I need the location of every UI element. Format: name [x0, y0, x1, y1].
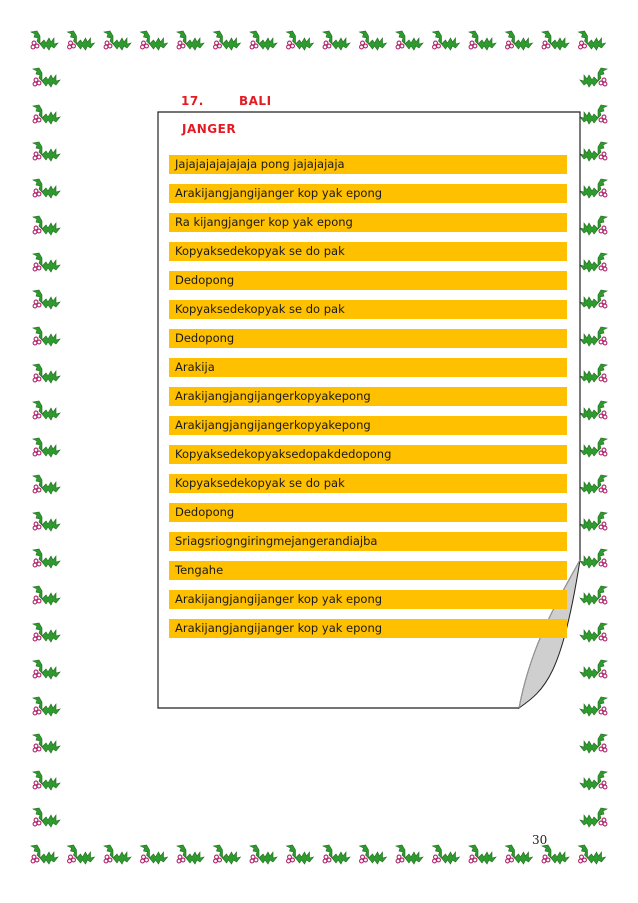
- lyric-line: Tengahe: [169, 561, 567, 580]
- lyric-line: Arakijangjangijanger kop yak epong: [169, 590, 567, 609]
- lyric-line: Ra kijangjanger kop yak epong: [169, 213, 567, 232]
- lyric-line: Dedopong: [169, 329, 567, 348]
- lyric-line: Kopyaksedekopyak se do pak: [169, 300, 567, 319]
- song-number: 17.: [181, 94, 204, 108]
- lyric-line: Arakijangjangijanger kop yak epong: [169, 619, 567, 638]
- lyric-line: Arakijangjangijangerkopyakepong: [169, 416, 567, 435]
- lyric-line: Arakijangjangijangerkopyakepong: [169, 387, 567, 406]
- lyric-line: Kopyaksedekopyaksedopakdedopong: [169, 445, 567, 464]
- lyric-line: Arakija: [169, 358, 567, 377]
- page-number: 30: [532, 833, 548, 847]
- song-title: JANGER: [182, 122, 237, 136]
- section-title: BALI: [239, 94, 272, 108]
- lyric-line: Jajajajajajajaja pong jajajajaja: [169, 155, 567, 174]
- lyric-line: Sriagsriogngiringmejangerandiajba: [169, 532, 567, 551]
- lyric-line: Kopyaksedekopyak se do pak: [169, 242, 567, 261]
- lyric-line: Dedopong: [169, 503, 567, 522]
- lyric-line: Arakijangjangijanger kop yak epong: [169, 184, 567, 203]
- lyrics-list: [169, 155, 567, 648]
- lyric-line: Kopyaksedekopyak se do pak: [169, 474, 567, 493]
- lyric-line: Dedopong: [169, 271, 567, 290]
